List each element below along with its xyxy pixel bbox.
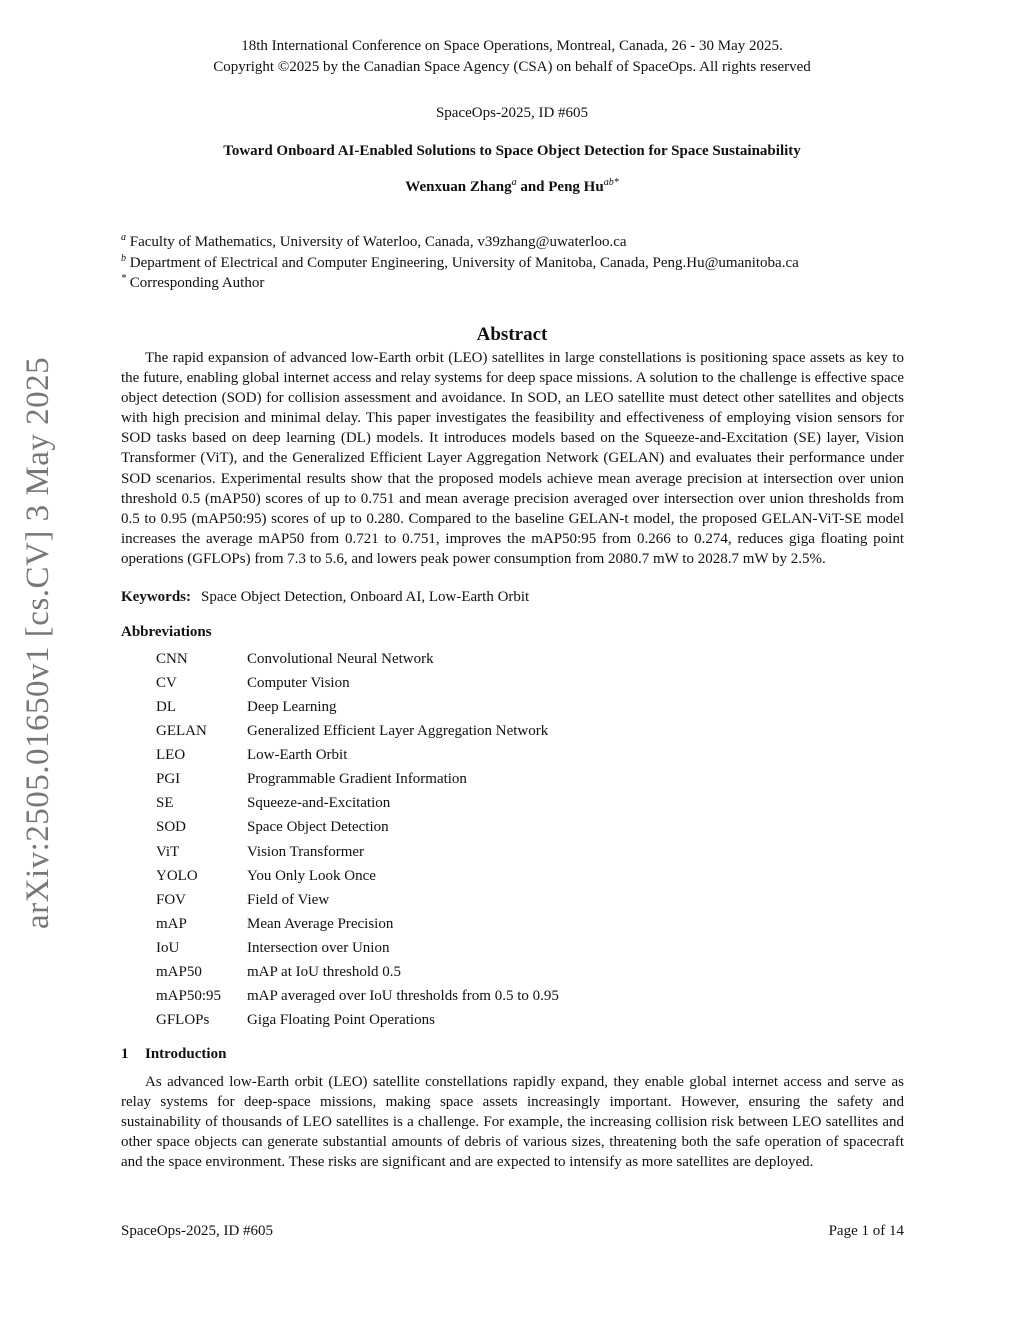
author-name: Wenxuan Zhang: [405, 179, 512, 195]
abbreviations-list: [156, 649, 559, 1034]
introduction-paragraph: As advanced low-Earth orbit (LEO) satellite constellations rapidly expand, they enable global internet access and serve as relay systems for deep-space missions, making space assets increasingly important. However, ensuring the safety and sustainability of thousands of LEO satellites is a challenge. For example, the increasing collision risk between LEO satellites and other space objects can generate substantial amounts of debris of various sizes, threatening both the safe operation of spacecraft and the space environment. These risks are significant and are expected to intensify as more satellites are deployed.: [121, 1074, 904, 1171]
abbreviation-meaning: Giga Floating Point Operations: [247, 1011, 435, 1028]
abbreviation-item: [156, 1010, 559, 1034]
abbreviation-item: [156, 649, 559, 673]
abbreviation-meaning: Programmable Gradient Information: [247, 771, 467, 788]
abbreviation: YOLO: [156, 867, 198, 884]
abbreviation-item: [156, 817, 559, 841]
abbreviation: IoU: [156, 939, 180, 956]
conference-line: 18th International Conference on Space Operations, Montreal, Canada, 26 - 30 May 2025.: [241, 38, 783, 54]
abbreviation-meaning: Convolutional Neural Network: [247, 651, 434, 667]
abbreviation: GELAN: [156, 723, 207, 740]
abstract-body: [121, 348, 904, 569]
affiliation-text: Faculty of Mathematics, University of Waterloo, Canada, v39zhang@uwaterloo.ca: [126, 234, 627, 250]
abbreviation: PGI: [156, 771, 181, 788]
abbreviation-item: [156, 842, 559, 866]
affiliation-mark: a: [121, 232, 126, 243]
abbreviation: DL: [156, 699, 176, 716]
footer-paper-id: SpaceOps-2025, ID #605: [121, 1223, 274, 1239]
keywords-label: Keywords:: [121, 589, 191, 605]
abbreviation-meaning: Intersection over Union: [247, 939, 390, 956]
abbreviation-item: [156, 986, 559, 1010]
author-line: [0, 177, 1024, 196]
abbreviation-item: [156, 866, 559, 890]
abbreviation-meaning: Deep Learning: [247, 699, 337, 716]
abbreviation-item: [156, 962, 559, 986]
affiliation-text: Corresponding Author: [126, 275, 265, 291]
abstract-paragraph: The rapid expansion of advanced low-Earth orbit (LEO) satellites in large constellations is positioning space assets as key to the future, enabling global internet access and relay systems for deep space missions. A solution to the challenge is effective space object detection (SOD) for collision assessment and avoidance. In SOD, an LEO satellite must detect other satellites and objects with high precision and minimal delay. This paper investigates the feasibility and effectiveness of employing vision sensors for SOD tasks based on deep learning (DL) models. It introduces models based on the Squeeze-and-Excitation (SE) layer, Vision Transformer (ViT), and the Generalized Efficient Layer Aggregation Network (GELAN) and evaluates their performance under SOD scenarios. Experimental results show that the proposed models achieve mean average precision at intersection over union threshold 0.5 (mAP50) scores of up to 0.751 and mean average precision averaged over intersection over union thresholds from 0.5 to 0.95 (mAP50:95) scores of up to 0.280. Compared to the baseline GELAN-t model, the proposed GELAN-ViT-SE model increases the average mAP50 from 0.721 to 0.751, improves the mAP50:95 from 0.266 to 0.274, reduces giga floating point operations (GFLOPs) from 7.3 to 5.6, and lowers peak power consumption from 2080.7 mW to 2028.7 mW by 2.5%.: [121, 350, 904, 567]
abbreviation: FOV: [156, 891, 187, 908]
abbreviations-heading: Abbreviations: [121, 624, 212, 640]
abbreviation: LEO: [156, 747, 186, 764]
abbreviation-item: [156, 793, 559, 817]
abbreviation-meaning: Low-Earth Orbit: [247, 747, 348, 764]
author-name: Peng Hu: [548, 179, 604, 195]
abbreviation-meaning: Space Object Detection: [247, 819, 389, 836]
abbreviation: CV: [156, 675, 177, 692]
arxiv-side-stamp: arXiv:2505.01650v1 [cs.CV] 3 May 2025: [20, 356, 56, 929]
abbreviation: mAP50:95: [156, 987, 222, 1004]
abbreviation-item: [156, 721, 559, 745]
abbreviation-item: [156, 673, 559, 697]
abbreviation-meaning: mAP at IoU threshold 0.5: [247, 963, 402, 980]
keywords-text: Space Object Detection, Onboard AI, Low-Earth Orbit: [201, 589, 530, 605]
abbreviation-meaning: Vision Transformer: [247, 843, 365, 860]
author-connector: and: [516, 179, 549, 195]
abbreviation-item: [156, 938, 559, 962]
abbreviation-meaning: Mean Average Precision: [247, 915, 394, 932]
copyright-line: Copyright ©2025 by the Canadian Space Agency (CSA) on behalf of SpaceOps. All rights reserved: [213, 59, 811, 75]
abbreviation-item: [156, 890, 559, 914]
affiliation-mark: ab*: [603, 177, 619, 188]
abbreviation-meaning: Field of View: [247, 891, 330, 908]
abbreviation: mAP50: [156, 963, 202, 980]
abbreviation-meaning: Generalized Efficient Layer Aggregation Network: [247, 723, 549, 740]
paper-title: Toward Onboard AI-Enabled Solutions to Space Object Detection for Space Sustainability: [223, 143, 801, 159]
affiliation: [121, 232, 627, 251]
section-title: Introduction: [145, 1046, 227, 1062]
paper-id: SpaceOps-2025, ID #605: [435, 105, 589, 121]
abbreviation-meaning: Computer Vision: [247, 675, 350, 692]
abbreviation: ViT: [156, 843, 180, 860]
affiliation-mark: b: [121, 253, 126, 264]
affiliation-mark: a: [511, 177, 517, 188]
abbreviation-item: [156, 769, 559, 793]
abbreviation: mAP: [156, 915, 187, 932]
keywords: [121, 589, 529, 606]
abbreviation-item: [156, 697, 559, 721]
affiliation: [121, 253, 799, 272]
abbreviation: GFLOPs: [156, 1011, 210, 1028]
abbreviation: CNN: [156, 651, 188, 667]
affiliation-text: Department of Electrical and Computer Engineering, University of Manitoba, Canada, Peng.Hu@umanitoba.ca: [126, 255, 799, 271]
abbreviation-item: [156, 914, 559, 938]
section-number: 1: [121, 1046, 129, 1062]
abbreviation-meaning: Squeeze-and-Excitation: [247, 795, 391, 812]
abbreviation-meaning: mAP averaged over IoU thresholds from 0.5 to 0.95: [247, 987, 559, 1004]
affiliation-mark: *: [121, 273, 126, 284]
footer-page-number: Page 1 of 14: [828, 1223, 904, 1239]
affiliation: [121, 273, 264, 292]
abbreviation-item: [156, 745, 559, 769]
abstract-heading: Abstract: [476, 324, 548, 345]
section-heading-introduction: [121, 1046, 226, 1063]
abbreviation-meaning: You Only Look Once: [247, 867, 376, 884]
abbreviation: SE: [156, 795, 174, 812]
abbreviation: SOD: [156, 819, 187, 836]
